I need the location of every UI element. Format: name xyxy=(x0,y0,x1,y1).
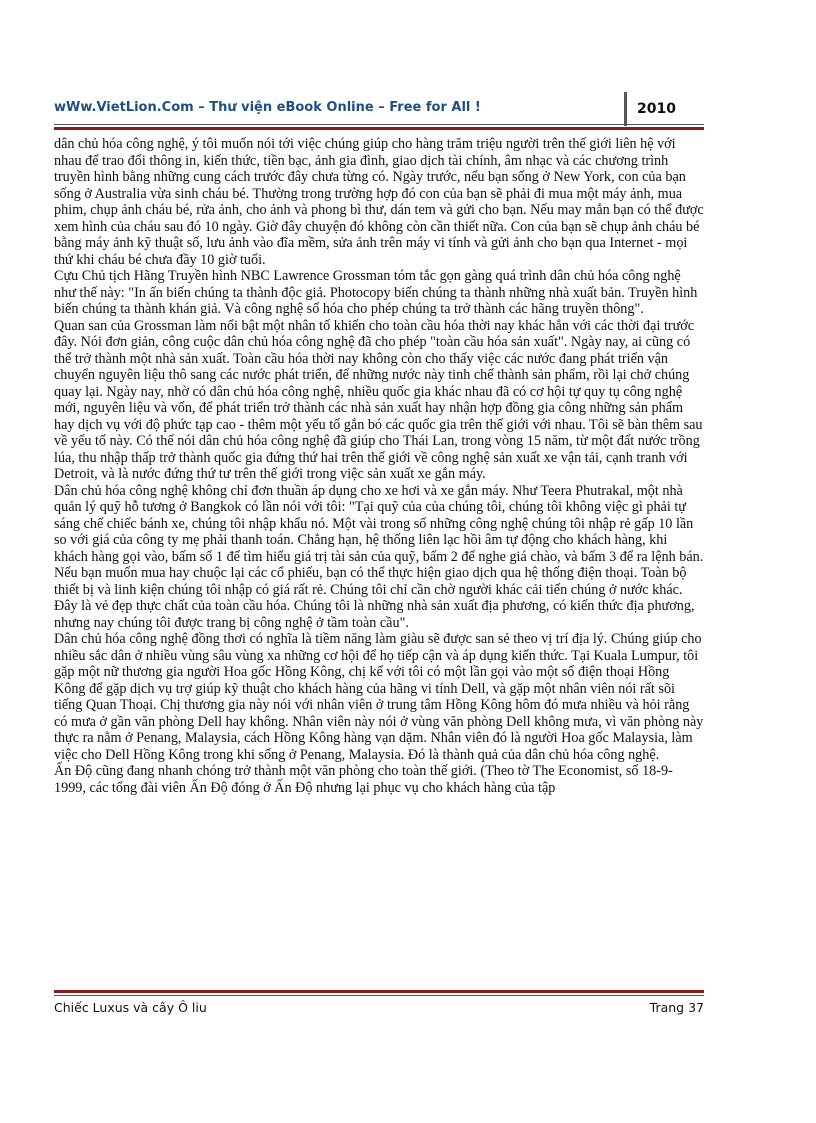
footer-book-title: Chiếc Luxus và cây Ô liu xyxy=(54,1000,207,1015)
paragraph: Ấn Độ cũng đang nhanh chóng trở thành một văn phòng cho toàn thế giới. (Theo tờ The Economist, số 18-9-1999, các tổng đài viên Ấn Độ đóng ở Ấn Độ nhưng lại phục vụ cho khách hàng của tập xyxy=(54,763,673,796)
paragraph: dân chủ hóa công nghệ, ý tôi muốn nói tới việc chúng giúp cho hàng trăm triệu người trên thế giới liên hệ với nhau để trao đổi thông in, kiến thức, tiền bạc, ảnh gia đình, giao dịch tài chính, âm nhạc và các chương trình truyền hình bằng những cung cách trước đây chưa từng có. Ngày trước, nếu bạn sống ở New York, con của bạn sống ở Australia vừa sinh cháu bé. Thường trong trường hợp đó con của bạn sẽ phải đi mua một máy ảnh, mua phim, chụp ảnh cháu bé, rửa ảnh, cho ảnh và phong bì thư, dán tem và gửi cho bạn. Nếu may mắn bạn có thể được xem hình của cháu sau đó 10 ngày. Giờ đây chuyện đó không còn cần thiết nữa. Con của bạn sẽ chụp ảnh cháu bé bằng máy ảnh kỹ thuật số, lưu ảnh vào đĩa mềm, sửa ảnh trên máy vi tính và gửi ảnh cho bạn qua Internet - mọi thứ khi cháu bé chưa đầy 10 giờ tuổi. xyxy=(54,136,704,268)
paragraph: Dân chủ hóa công nghệ đồng thơi có nghĩa là tiềm năng làm giàu sẽ được san sẻ theo vị trí địa lý. Chúng giúp cho nhiều sắc dân ở nhiều vùng sâu vùng xa những cơ hội để họ tiếp cận và áp dụng kiến thức. Tại Kuala Lumpur, tôi gặp một nữ thương gia người Hoa gốc Hồng Kông, chị kể với tôi có một lần gọi vào một số điện thoại Hồng Kông để gặp dịch vụ trợ giúp kỹ thuật cho khách hàng của hãng vi tính Dell, và gặp một nhân viên nói rất sõi tiếng Quan Thoại. Chị thương gia này nói với nhân viên ở trung tâm Hồng Kông hôm đó mưa nhiều và hỏi rằng có mưa ở gần văn phòng Dell hay không. Nhân viên này nói ở vùng văn phòng Dell không mưa, vì văn phòng này thực ra nằm ở Penang, Malaysia, cách Hồng Kông hàng vạn dặm. Nhân viên đó là người Hoa gốc Malaysia, làm việc cho Dell Hồng Kông trong khi sống ở Penang, Malaysia. Đó là thành quả của dân chủ hóa công nghệ. xyxy=(54,631,704,763)
paragraph: Cựu Chủ tịch Hãng Truyền hình NBC Lawrence Grossman tóm tắc gọn gàng quá trình dân chủ hóa công nghệ như thế này: "In ấn biến chúng ta thành độc giả. Photocopy biến chúng ta thành những nhà xuất bản. Truyền hình biến chúng ta thành khán giả. Và công nghệ số hóa cho phép chúng ta trở thành các hãng truyền thông". xyxy=(54,268,698,317)
paragraph: Dân chủ hóa công nghệ không chỉ đơn thuần áp dụng cho xe hơi và xe gắn máy. Như Teera Phutrakal, một nhà quản lý quỹ hỗ tương ở Bangkok có lần nói với tôi: "Tại quỹ của của chúng tôi, chúng tôi không việc gì phải tự sáng chế chiếc bánh xe, chúng tôi nhập khẩu nó. Một vài trong số những công nghệ chúng tôi nhập rẻ gấp 10 lần so với giá của công ty mẹ phải thanh toán. Chẳng hạn, hệ thống liên lạc hồi âm tự động cho khách hàng, khi khách hàng gọi vào, bấm số 1 để tìm hiểu giá trị tài sản của quỹ, bấm 2 để nghe giá chào, và bấm 3 để ra lệnh bán. Nếu bạn muốn mua hay chuộc lại các cổ phiếu, bạn có thể thực hiện giao dịch qua hệ thống điện thoại. Toàn bộ thiết bị và linh kiện chúng tôi nhập có giá rất rẻ. Chúng tôi chỉ cần chờ người khác cải tiến chúng ở nước khác. Đây là vẻ đẹp thực chất của toàn cầu hóa. Chúng tôi là những nhà sản xuất địa phương, có kiến thức địa phương, nhưng nay chúng tôi được trang bị công nghệ ở tầm toàn cầu". xyxy=(54,482,704,631)
header-title: wWw.VietLion.Com – Thư viện eBook Online – Free for All ! xyxy=(54,100,481,115)
header-divider xyxy=(54,124,704,130)
paragraph: Quan san của Grossman làm nổi bật một nhân tố khiến cho toàn cầu hóa thời nay khác hẳn với các thời đại trước đây. Nói đơn giản, công cuộc dân chủ hóa công nghệ đã cho phép "toàn cầu hóa sản xuất". Ngày nay, ai cũng có thể trở thành một nhà sản xuất. Toàn cầu hóa thời nay không còn cho thấy việc các nước đang phát triển vận chuyển nguyên liệu thô sang các nước phát triển, để những nước này tinh chế thành sản phẩm, rồi lại chở chúng quay lại. Ngày nay, nhờ có dân chủ hóa công nghệ, nhiều quốc gia khác nhau đã có cơ hội tự quy tụ công nghệ mới, nguyên liệu và vốn, để phát triển trở thành các nhà sản xuất hay nhận hợp đồng gia công những sản phẩm hay dịch vụ với độ phức tạp cao - thêm một yếu tố gắn bó các quốc gia trên thế giới với nhau. Tôi sẽ bàn thêm sau về yếu tố này. Có thể nói dân chủ hóa công nghệ đã giúp cho Thái Lan, trong vòng 15 năm, từ một đất nước trồng lúa, thu nhập thấp trở thành quốc gia đứng thứ hai trên thế giới về công nghệ sản xuất xe vận tải, cạnh tranh với Detroit, và là nước đứng thứ tư trên thế giới trong việc sản xuất xe gắn máy. xyxy=(54,317,703,482)
footer-divider xyxy=(54,990,704,996)
page-header xyxy=(54,88,702,128)
header-year: 2010 xyxy=(624,92,676,126)
footer-page-number: Trang 37 xyxy=(649,1000,704,1015)
body-text xyxy=(54,136,704,996)
